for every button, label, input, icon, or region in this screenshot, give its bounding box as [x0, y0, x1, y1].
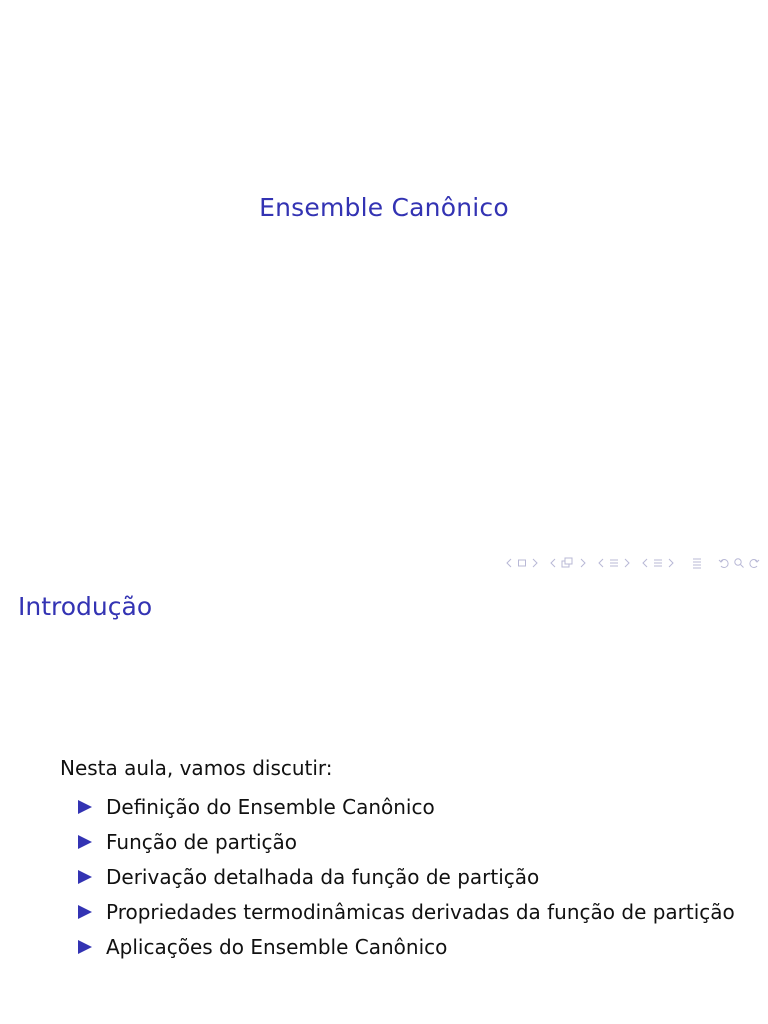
- nav-frame-group: [504, 557, 540, 569]
- list-item-text: Definição do Ensemble Canônico: [106, 794, 435, 819]
- list-item: [78, 929, 735, 964]
- nav-appendix-icon[interactable]: [653, 557, 663, 569]
- nav-frame-icon[interactable]: [517, 557, 527, 569]
- bullet-triangle-icon: [78, 940, 92, 954]
- list-item: [78, 789, 735, 824]
- bullet-triangle-icon: [78, 905, 92, 919]
- nav-subsection-next-icon[interactable]: [578, 557, 588, 569]
- nav-section-group: [596, 557, 632, 569]
- introduction-slide: [0, 576, 768, 1024]
- nav-subsection-prev-icon[interactable]: [548, 557, 558, 569]
- nav-search-group: [718, 557, 760, 569]
- bullet-triangle-icon: [78, 870, 92, 884]
- topic-list: [60, 789, 735, 964]
- list-item-text: Propriedades termodinâmicas derivadas da função de partição: [106, 899, 735, 924]
- nav-back-icon[interactable]: [718, 557, 730, 569]
- list-item: [78, 859, 735, 894]
- nav-frame-prev-icon[interactable]: [504, 557, 514, 569]
- nav-document-next-icon[interactable]: [666, 557, 676, 569]
- list-item-text: Função de partição: [106, 829, 298, 854]
- nav-document-group: [640, 557, 676, 569]
- nav-section-icon[interactable]: [609, 557, 619, 569]
- nav-forward-icon[interactable]: [748, 557, 760, 569]
- presentation-title: Ensemble Canônico: [259, 193, 509, 222]
- nav-section-prev-icon[interactable]: [596, 557, 606, 569]
- bullet-triangle-icon: [78, 800, 92, 814]
- nav-subsection-icon[interactable]: [561, 557, 575, 569]
- list-item-text: Aplicações do Ensemble Canônico: [106, 934, 448, 959]
- nav-section-next-icon[interactable]: [622, 557, 632, 569]
- list-item: [78, 824, 735, 859]
- frame-title: Introdução: [18, 592, 153, 621]
- slide-content: [60, 754, 735, 964]
- nav-document-icon[interactable]: [640, 557, 650, 569]
- intro-text: Nesta aula, vamos discutir:: [60, 756, 333, 780]
- list-item-text: Derivação detalhada da função de partição: [106, 864, 540, 889]
- nav-frame-next-icon[interactable]: [530, 557, 540, 569]
- list-item: [78, 894, 735, 929]
- nav-subsection-group: [548, 557, 588, 569]
- beamer-navigation-bar: [498, 553, 760, 573]
- nav-list-icon[interactable]: [692, 557, 702, 569]
- bullet-triangle-icon: [78, 835, 92, 849]
- nav-search-icon[interactable]: [733, 557, 745, 569]
- nav-list-group: [692, 557, 702, 569]
